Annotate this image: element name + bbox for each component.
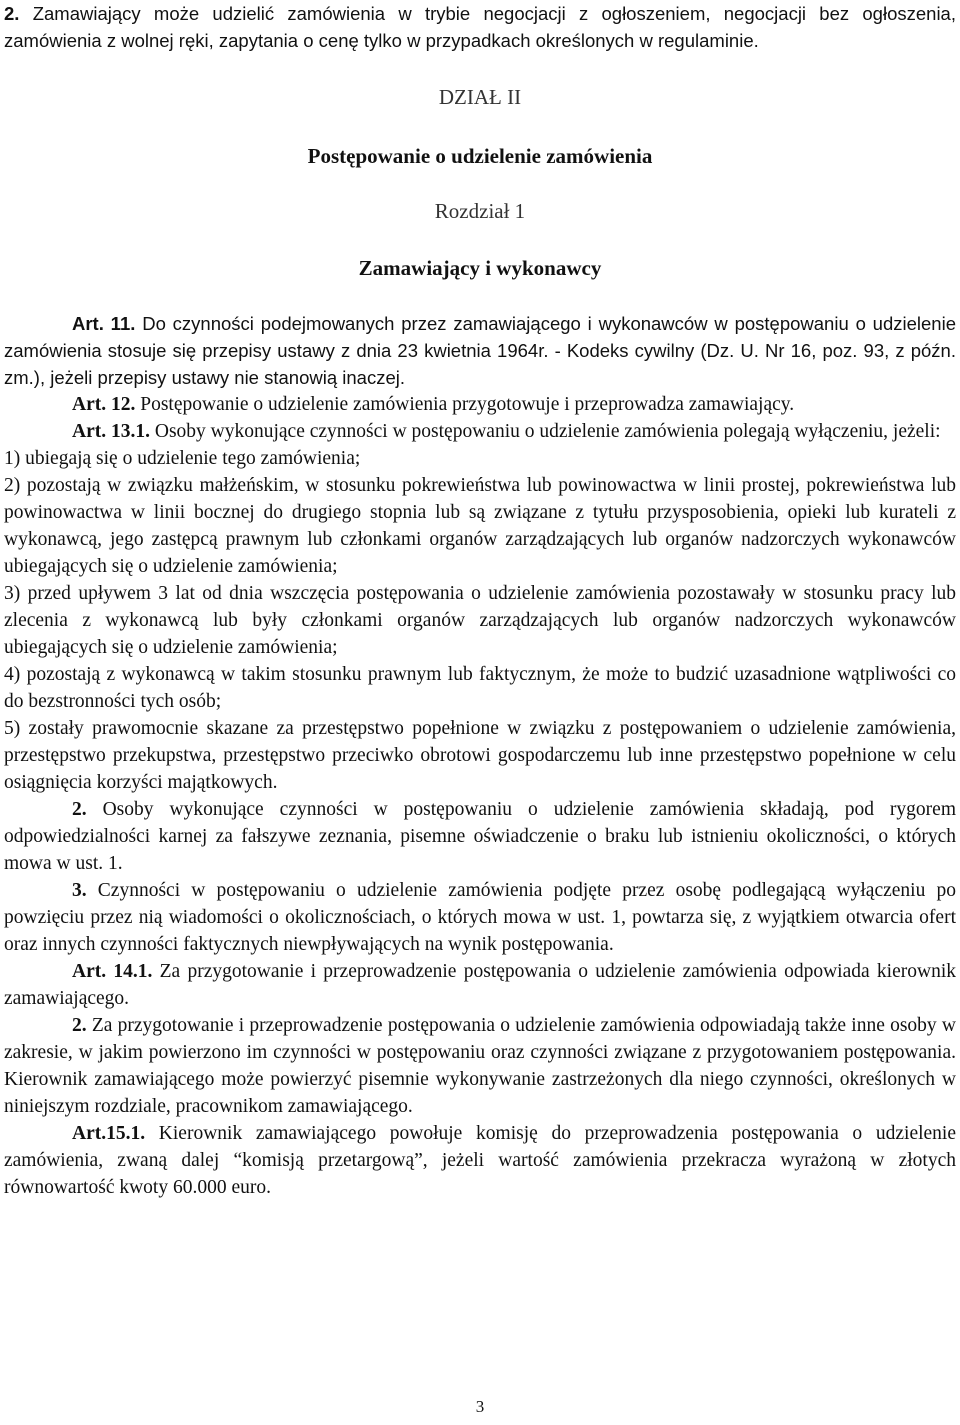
paragraph-number: 2. bbox=[4, 3, 20, 24]
list-item: 4) pozostają z wykonawcą w takim stosunku prawnym lub faktycznym, że może to budzić uzasadnione wątpliwości co do bezstronności tych osób; bbox=[4, 664, 956, 712]
chapter-title: Zamawiający i wykonawcy bbox=[358, 256, 602, 280]
list-item: 5) zostały prawomocnie skazane za przestępstwo popełnione w związku z postępowaniem o udzielenie zamówienia, przestępstwo przekupstwa, przestępstwo przeciwko obrotowi gospodarczemu lub inne przestępstwo popełnione w celu osiągnięcia korzyści majątkowych. bbox=[4, 718, 956, 793]
article-11 bbox=[4, 310, 956, 391]
paragraph-number: 3. bbox=[72, 880, 87, 901]
paragraph-number: 2. bbox=[72, 799, 87, 820]
article-text: Do czynności podejmowanych przez zamawiającego i wykonawców w postępowaniu o udzielenie zamówienia stosuje się przepisy ustawy z dnia 23 kwietnia 1964r. - Kodeks cywilny (Dz. U. Nr 16, poz. 93, z późn. zm.), jeżeli przepisy ustawy nie stanowią inaczej. bbox=[4, 313, 956, 388]
article-14 bbox=[4, 958, 956, 1012]
article-text: Postępowanie o udzielenie zamówienia przygotowuje i przeprowadza zamawiający. bbox=[135, 394, 795, 415]
paragraph-text: Osoby wykonujące czynności w postępowaniu o udzielenie zamówienia składają, pod rygorem odpowiedzialności karnej za fałszywe zeznania, pisemne oświadczenie o braku lub istnieniu okoliczności, o których mowa w ust. 1. bbox=[4, 799, 956, 874]
article-label: Art.15.1. bbox=[72, 1123, 146, 1144]
paragraph-text: Czynności w postępowaniu o udzielenie zamówienia podjęte przez osobę podlegającą wyłączeniu po powzięciu przez nią wiadomości o okolicznościach, o których mowa w ust. 1, powtarza się, z wyjątkiem otwarcia ofert oraz innych czynności faktycznych niewpływających na wynik postępowania. bbox=[4, 880, 956, 955]
division-title: Postępowanie o udzielenie zamówienia bbox=[307, 144, 653, 168]
paragraph-text: Za przygotowanie i przeprowadzenie postępowania o udzielenie zamówienia odpowiadają także inne osoby w zakresie, w jakim powierzono im czynności w postępowaniu oraz czynności związane z przygotowaniem postępowania. Kierownik zamawiającego może powierzyć pisemnie wykonywanie zastrzeżonych dla niego czynności, określonych w niniejszym rozdziale, pracownikom zamawiającego. bbox=[4, 1015, 956, 1117]
article-13 bbox=[4, 418, 956, 445]
list-item: 2) pozostają w związku małżeńskim, w stosunku pokrewieństwa lub powinowactwa w linii prostej, pokrewieństwa lub powinowactwa w linii bocznej do drugiego stopnia lub są związane z tytułu przysposobienia, opieki lub kurateli z wykonawcą, jego zastępcą prawnym lub członkami organów zarządzających lub organów nadzorczych wykonawców ubiegających się o udzielenie zamówienia; bbox=[4, 475, 956, 577]
article-label: Art. 14.1. bbox=[72, 961, 153, 982]
paragraph-text: Zamawiający może udzielić zamówienia w trybie negocjacji z ogłoszeniem, negocjacji bez ogłoszenia, zamówienia z wolnej ręki, zapytania o cenę tylko w przypadkach określonych w regulaminie. bbox=[4, 3, 956, 51]
article-label: Art. 13.1. bbox=[72, 421, 150, 442]
article-12 bbox=[4, 391, 956, 418]
article-label: Art. 12. bbox=[72, 394, 136, 415]
article-text: Osoby wykonujące czynności w postępowaniu o udzielenie zamówienia polegają wyłączeniu, jeżeli: bbox=[149, 421, 941, 442]
article-15 bbox=[4, 1120, 956, 1201]
list-item: 3) przed upływem 3 lat od dnia wszczęcia postępowania o udzielenie zamówienia pozostawały w stosunku pracy lub zlecenia z wykonawcą lub były członkami organów zarządzających lub organów nadzorczych wykonawców ubiegających się o udzielenie zamówienia; bbox=[4, 583, 956, 658]
paragraph-number: 2. bbox=[72, 1015, 87, 1036]
article-14-paragraph-2 bbox=[4, 1012, 956, 1120]
division-heading: DZIAŁ II bbox=[438, 85, 522, 109]
chapter-heading: Rozdział 1 bbox=[434, 199, 526, 223]
page-number: 3 bbox=[475, 1397, 485, 1416]
article-text: Kierownik zamawiającego powołuje komisję do przeprowadzenia postępowania o udzielenie zamówienia, zwaną dalej “komisją przetargową”, jeżeli wartość zamówienia przekracza wyrażoną w złotych równowartość kwoty 60.000 euro. bbox=[4, 1123, 956, 1198]
article-text: Za przygotowanie i przeprowadzenie postępowania o udzielenie zamówienia odpowiada kierownik zamawiającego. bbox=[4, 961, 956, 1009]
intro-paragraph-2 bbox=[4, 0, 956, 54]
article-13-paragraph-3 bbox=[4, 877, 956, 958]
list-item: 1) ubiegają się o udzielenie tego zamówienia; bbox=[4, 448, 361, 469]
article-label: Art. 11. bbox=[72, 313, 136, 334]
article-13-paragraph-2 bbox=[4, 796, 956, 877]
